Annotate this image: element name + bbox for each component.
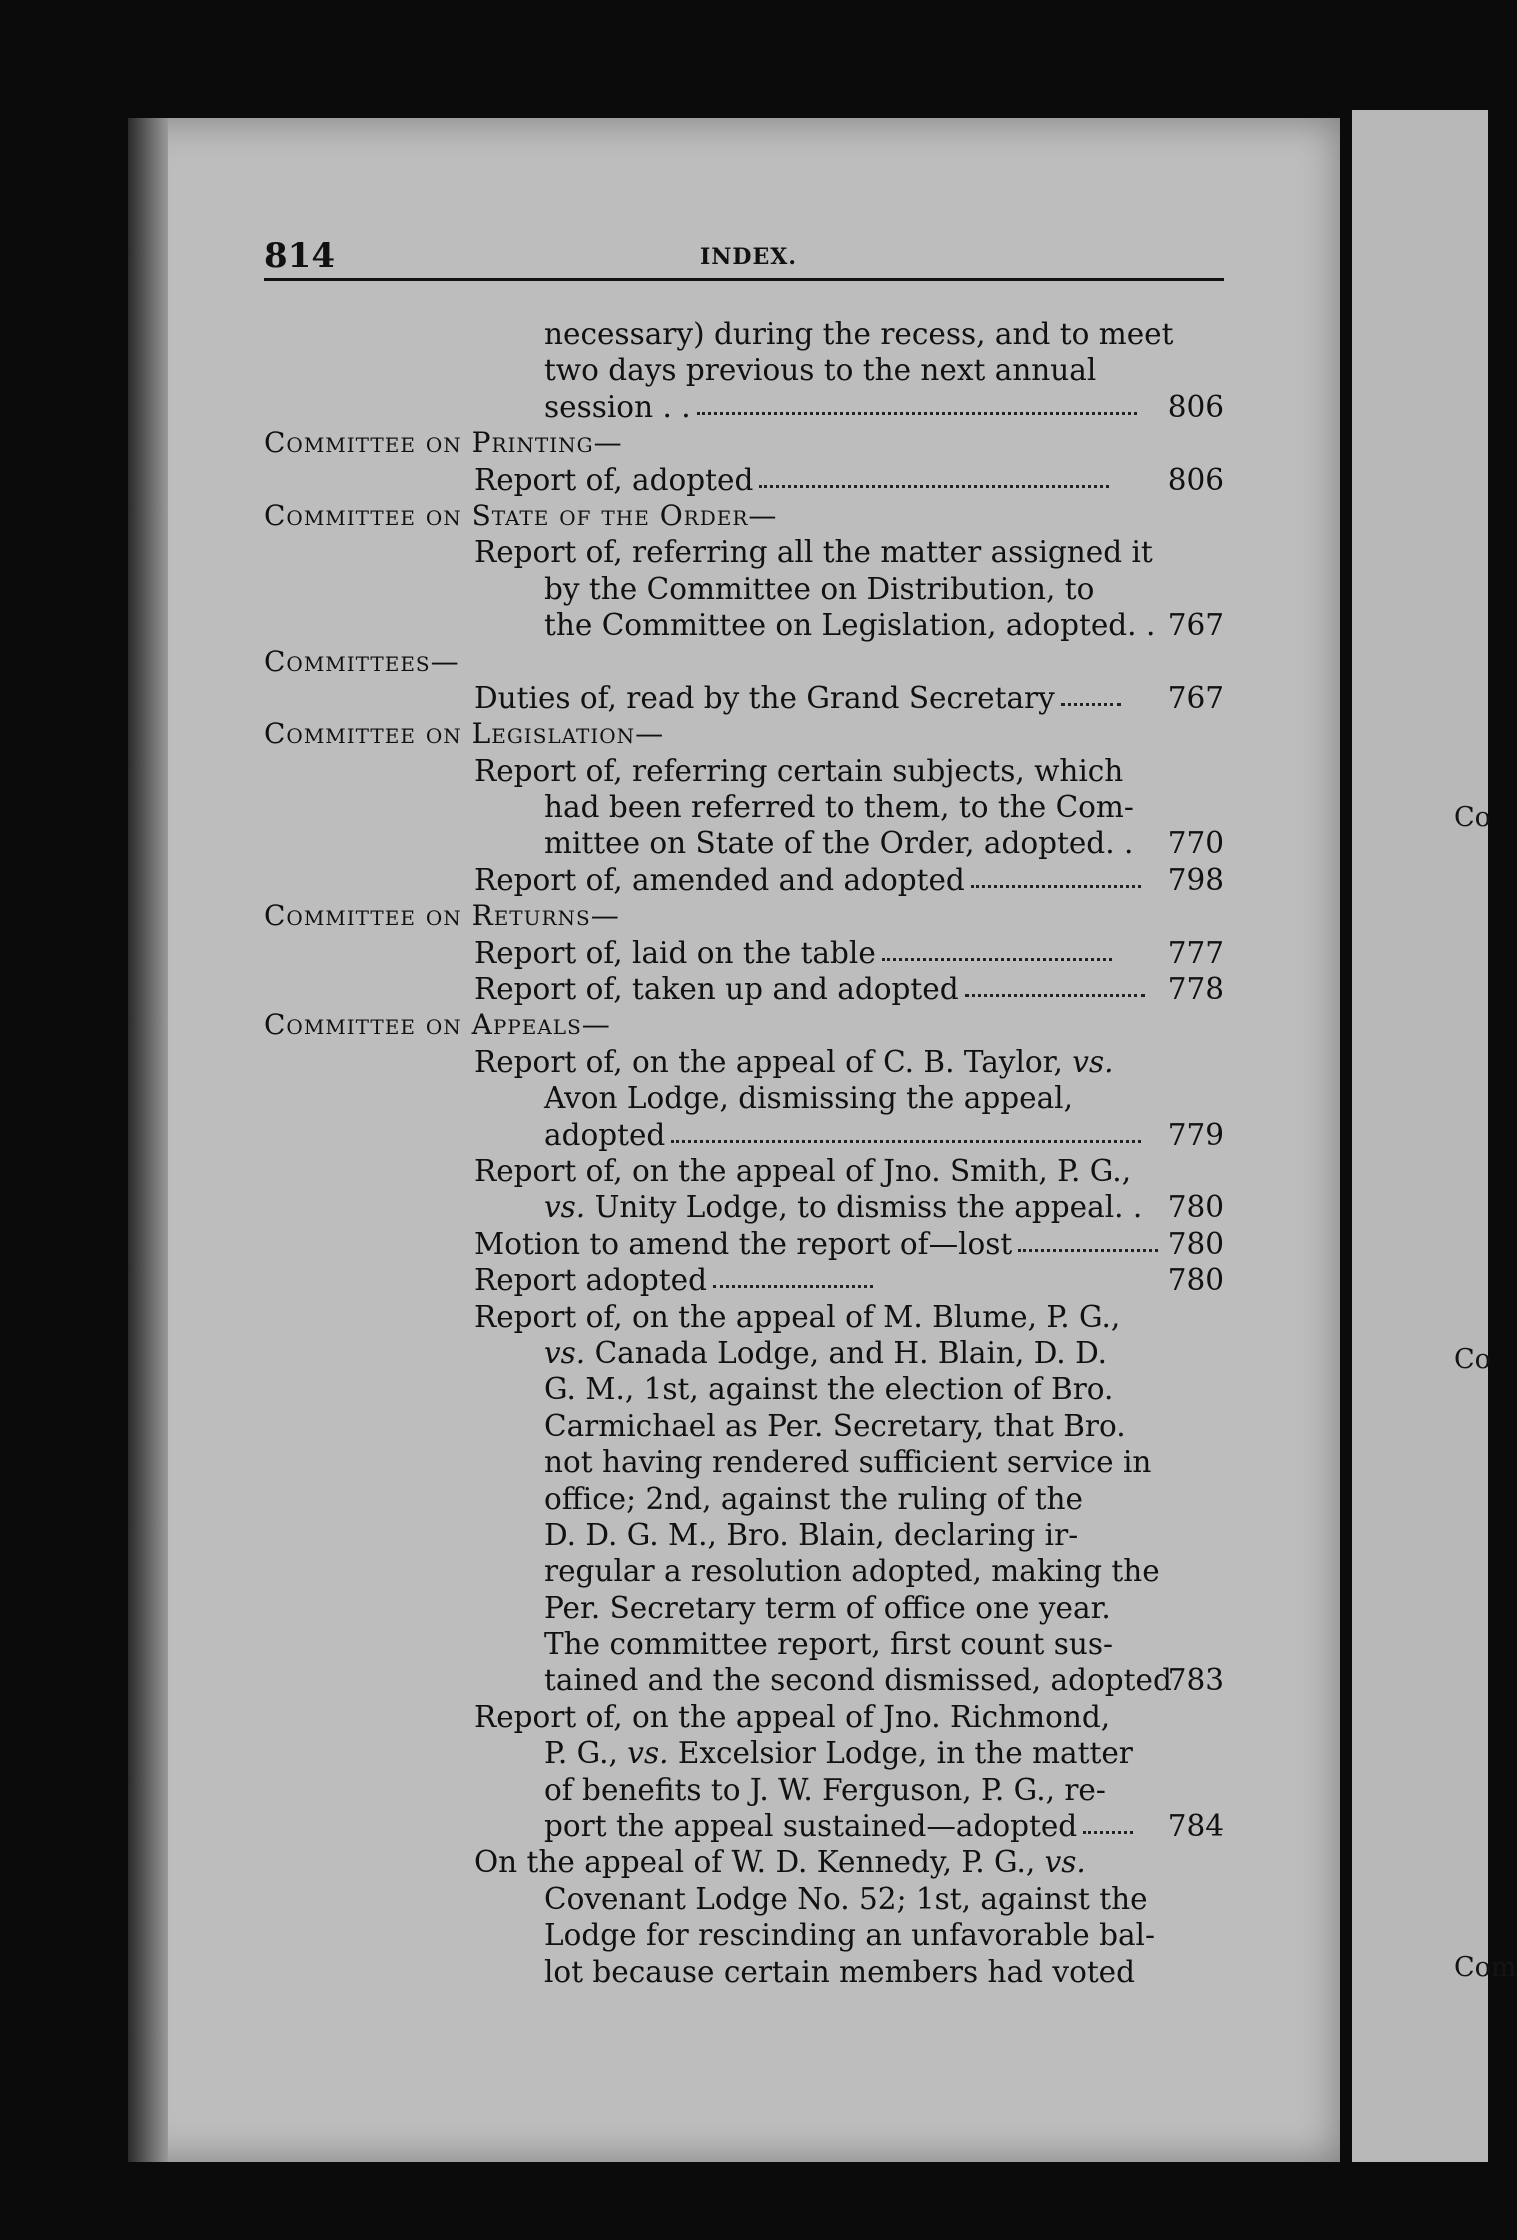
entry-text: Report of, on the appeal of M. Blume, P. G., xyxy=(474,1299,1121,1334)
entry-text-wrap xyxy=(474,1044,1113,1080)
entry-text: Committees— xyxy=(264,644,460,678)
entry-text-wrap xyxy=(544,1590,1111,1626)
entry-text-wrap xyxy=(544,1189,1142,1225)
entry-text: of benefits to J. W. Ferguson, P. G., re- xyxy=(544,1772,1106,1807)
entry-text-wrap xyxy=(264,716,664,752)
entry-text-wrap xyxy=(264,898,620,934)
entry-text-wrap xyxy=(474,1262,873,1298)
index-entry xyxy=(264,1590,1224,1626)
index-entry xyxy=(264,571,1224,607)
index-entry xyxy=(264,607,1224,643)
page-reference: 779 xyxy=(1167,1117,1224,1152)
index-entry xyxy=(264,1226,1224,1262)
entry-text: Per. Secretary term of office one year. xyxy=(544,1590,1111,1625)
entry-text: Report of, referring all the matter assigned it xyxy=(474,535,1153,570)
facing-page-edge xyxy=(1352,110,1517,2162)
entry-text-wrap xyxy=(544,352,1096,388)
index-entry xyxy=(264,1189,1224,1225)
facing-page-fragment: Com xyxy=(1454,1952,1517,1983)
entry-text: office; 2nd, against the ruling of the xyxy=(544,1481,1084,1516)
index-heading xyxy=(264,716,1224,752)
entry-text: Report of, taken up and adopted xyxy=(474,972,959,1007)
index-entry xyxy=(264,1517,1224,1553)
entry-text: Covenant Lodge No. 52; 1st, against the xyxy=(544,1881,1148,1916)
leader-dots xyxy=(671,1134,1141,1143)
entry-text-wrap xyxy=(474,534,1153,570)
entry-text-wrap xyxy=(474,680,1121,716)
index-entries xyxy=(264,316,1224,1990)
entry-text: Committee on Printing— xyxy=(264,426,623,460)
entry-text: Committee on Legislation— xyxy=(264,717,665,751)
entry-text: Committee on State of the Order— xyxy=(264,498,778,532)
entry-text-wrap xyxy=(474,1299,1120,1335)
entry-text-wrap xyxy=(544,607,1155,643)
entry-text-wrap xyxy=(264,1007,611,1043)
index-entry xyxy=(264,971,1224,1007)
entry-text: necessary) during the recess, and to meet xyxy=(544,317,1174,351)
entry-text-wrap xyxy=(544,1772,1106,1808)
entry-text-wrap xyxy=(264,425,623,461)
index-entry xyxy=(264,753,1224,789)
running-head xyxy=(264,238,1224,281)
entry-text-wrap xyxy=(544,1917,1155,1953)
entry-text: vs. Canada Lodge, and H. Blain, D. D. xyxy=(544,1335,1108,1370)
entry-text: Report of, on the appeal of Jno. Smith, P. G., xyxy=(474,1153,1132,1188)
index-entry xyxy=(264,789,1224,825)
leader-dots xyxy=(1083,1825,1133,1834)
entry-text-wrap xyxy=(544,316,1173,352)
entry-text-wrap xyxy=(264,498,777,534)
entry-text: Report of, referring certain subjects, which xyxy=(474,753,1124,788)
entry-text: tained and the second dismissed, adopted xyxy=(544,1663,1172,1698)
entry-text: D. D. G. M., Bro. Blain, declaring ir- xyxy=(544,1517,1079,1552)
index-entry xyxy=(264,1699,1224,1735)
page-reference: 798 xyxy=(1167,862,1224,897)
index-entry xyxy=(264,1772,1224,1808)
entry-text: not having rendered sufficient service in xyxy=(544,1445,1152,1480)
entry-text: Lodge for rescinding an unfavorable bal- xyxy=(544,1918,1155,1953)
running-title: INDEX. xyxy=(700,244,797,270)
index-heading xyxy=(264,498,1224,534)
entry-text: lot because certain members had voted xyxy=(544,1954,1136,1989)
entry-text-wrap xyxy=(474,1226,1158,1262)
page-reference: 777 xyxy=(1167,935,1224,970)
leader-dots xyxy=(759,479,1109,488)
page-reference: 780 xyxy=(1167,1226,1224,1261)
entry-text: Report of, adopted xyxy=(474,462,754,497)
entry-text-wrap xyxy=(474,462,1109,498)
index-entry xyxy=(264,1808,1224,1844)
index-heading xyxy=(264,1007,1224,1043)
index-entry xyxy=(264,680,1224,716)
entry-text-wrap xyxy=(474,935,1112,971)
index-entry xyxy=(264,1553,1224,1589)
entry-text: P. G., vs. Excelsior Lodge, in the matter xyxy=(544,1736,1133,1771)
index-entry xyxy=(264,935,1224,971)
entry-text: regular a resolution adopted, making the xyxy=(544,1554,1160,1589)
index-entry xyxy=(264,862,1224,898)
entry-text: Carmichael as Per. Secretary, that Bro. xyxy=(544,1408,1126,1443)
entry-text: Report of, on the appeal of C. B. Taylor, vs. xyxy=(474,1044,1114,1079)
leader-dots xyxy=(713,1279,873,1288)
index-entry xyxy=(264,1481,1224,1517)
entry-text: Committee on Returns— xyxy=(264,899,620,933)
index-entry xyxy=(264,1044,1224,1080)
entry-text-wrap xyxy=(264,644,460,680)
page-reference: 767 xyxy=(1167,680,1224,715)
index-heading xyxy=(264,644,1224,680)
index-entry xyxy=(264,1408,1224,1444)
entry-text: Report of, on the appeal of Jno. Richmond, xyxy=(474,1699,1111,1734)
index-entry xyxy=(264,1080,1224,1116)
entry-text-wrap xyxy=(544,571,1094,607)
entry-text-wrap xyxy=(544,1553,1160,1589)
index-heading xyxy=(264,898,1224,934)
entry-text: Duties of, read by the Grand Secretary xyxy=(474,680,1055,715)
entry-text-wrap xyxy=(544,1408,1126,1444)
entry-text-wrap xyxy=(544,1808,1133,1844)
index-entry xyxy=(264,1371,1224,1407)
entry-text-wrap xyxy=(544,389,1137,425)
entry-text-wrap xyxy=(544,1117,1141,1153)
entry-text: the Committee on Legislation, adopted. . xyxy=(544,608,1156,643)
index-entry xyxy=(264,1299,1224,1335)
page-reference: 806 xyxy=(1167,389,1224,424)
entry-text: Report adopted xyxy=(474,1263,707,1298)
entry-text: Committee on Appeals— xyxy=(264,1008,611,1042)
entry-text: Report of, laid on the table xyxy=(474,935,876,970)
entry-text: Report of, amended and adopted xyxy=(474,862,965,897)
page-reference: 770 xyxy=(1167,826,1224,861)
index-entry xyxy=(264,389,1224,425)
entry-text-wrap xyxy=(544,1954,1135,1990)
entry-text: On the appeal of W. D. Kennedy, P. G., vs. xyxy=(474,1845,1086,1880)
entry-text-wrap xyxy=(544,1080,1073,1116)
index-heading xyxy=(264,425,1224,461)
index-entry xyxy=(264,1735,1224,1771)
index-entry xyxy=(264,1844,1224,1880)
entry-text: The committee report, first count sus- xyxy=(544,1627,1113,1662)
entry-text: mittee on State of the Order, adopted. . xyxy=(544,826,1134,861)
index-entry xyxy=(264,1662,1224,1698)
leader-dots xyxy=(1018,1243,1158,1252)
entry-text-wrap xyxy=(544,789,1134,825)
entry-text: Avon Lodge, dismissing the appeal, xyxy=(544,1081,1073,1116)
page-reference: 806 xyxy=(1167,462,1224,497)
entry-text: port the appeal sustained—adopted xyxy=(544,1809,1078,1844)
entry-text-wrap xyxy=(544,1335,1107,1371)
index-entry xyxy=(264,1881,1224,1917)
page-gutter-shadow xyxy=(128,118,168,2162)
page-reference: 784 xyxy=(1167,1809,1224,1844)
entry-text-wrap xyxy=(544,1735,1133,1771)
leader-dots xyxy=(882,952,1112,961)
entry-text: by the Committee on Distribution, to xyxy=(544,571,1095,606)
entry-text-wrap xyxy=(544,1517,1078,1553)
page-reference: 778 xyxy=(1167,972,1224,1007)
index-entry xyxy=(264,1954,1224,1990)
page-number: 814 xyxy=(264,236,335,276)
index-entry xyxy=(264,825,1224,861)
entry-text: G. M., 1st, against the election of Bro. xyxy=(544,1372,1114,1407)
leader-dots xyxy=(697,406,1137,415)
index-entry xyxy=(264,534,1224,570)
leader-dots xyxy=(971,879,1141,888)
index-entry xyxy=(264,316,1224,352)
facing-page-fragment: Co xyxy=(1454,802,1491,833)
index-entry xyxy=(264,352,1224,388)
entry-text-wrap xyxy=(544,1481,1083,1517)
entry-text-wrap xyxy=(474,862,1141,898)
leader-dots xyxy=(965,988,1145,997)
entry-text: vs. Unity Lodge, to dismiss the appeal. . xyxy=(544,1190,1143,1225)
entry-text-wrap xyxy=(544,1626,1113,1662)
entry-text: had been referred to them, to the Com- xyxy=(544,790,1134,825)
entry-text-wrap xyxy=(544,1881,1148,1917)
entry-text: session . . xyxy=(544,389,691,424)
entry-text-wrap xyxy=(544,1371,1113,1407)
index-entry xyxy=(264,1153,1224,1189)
index-entry xyxy=(264,1444,1224,1480)
index-entry xyxy=(264,1117,1224,1153)
entry-text-wrap xyxy=(474,971,1145,1007)
index-entry xyxy=(264,1626,1224,1662)
page-reference: 780 xyxy=(1167,1263,1224,1298)
entry-text-wrap xyxy=(474,1153,1131,1189)
index-entry xyxy=(264,1917,1224,1953)
page-reference: 780 xyxy=(1167,1190,1224,1225)
entry-text-wrap xyxy=(544,1444,1151,1480)
index-entry xyxy=(264,462,1224,498)
page-reference: 767 xyxy=(1167,608,1224,643)
leader-dots xyxy=(1061,697,1121,706)
entry-text-wrap xyxy=(474,753,1123,789)
entry-text: adopted xyxy=(544,1117,666,1152)
entry-text-wrap xyxy=(544,825,1133,861)
entry-text-wrap xyxy=(474,1844,1086,1880)
index-entry xyxy=(264,1262,1224,1298)
entry-text: Motion to amend the report of—lost xyxy=(474,1226,1013,1261)
entry-text-wrap xyxy=(474,1699,1110,1735)
index-entry xyxy=(264,1335,1224,1371)
entry-text-wrap xyxy=(544,1662,1172,1698)
facing-page-fragment: Co xyxy=(1454,1344,1491,1375)
entry-text: two days previous to the next annual xyxy=(544,353,1097,388)
page-reference: 783 xyxy=(1167,1663,1224,1698)
